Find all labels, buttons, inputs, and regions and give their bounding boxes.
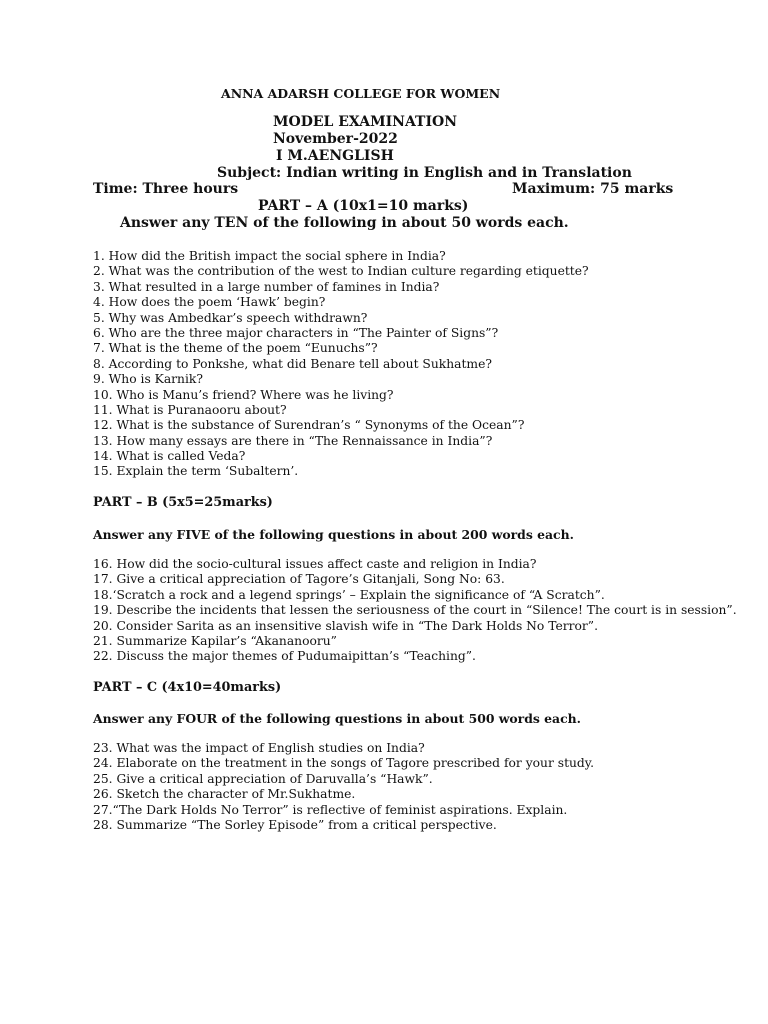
question-item: 25. Give a critical appreciation of Daruvalla’s “Hawk”. [93,771,433,786]
question-item: 5. Why was Ambedkar’s speech withdrawn? [93,310,368,325]
exam-title: MODEL EXAMINATION [273,114,458,130]
question-item: 26. Sketch the character of Mr.Sukhatme. [93,787,356,802]
part-b-heading: PART – B (5x5=25marks) [93,495,273,510]
part-c-question-list [93,741,594,833]
question-item: 4. How does the poem ‘Hawk’ begin? [93,295,326,310]
course-name: I M.AENGLISH [276,148,394,164]
part-b-question-list [93,557,737,665]
question-item: 11. What is Puranaooru about? [93,402,287,417]
question-item: 17. Give a critical appreciation of Tagore’s Gitanjali, Song No: 63. [93,572,505,587]
question-item: 1. How did the British impact the social sphere in India? [93,249,446,263]
part-c-instruction: Answer any FOUR of the following questions in about 500 words each. [93,711,581,726]
question-item: 12. What is the substance of Surendran’s “ Synonyms of the Ocean”? [93,418,525,433]
question-item: 24. Elaborate on the treatment in the songs of Tagore prescribed for your study. [93,756,595,771]
college-name: ANNA ADARSH COLLEGE FOR WOMEN [221,86,501,101]
question-item: 3. What resulted in a large number of famines in India? [93,279,440,294]
question-item: 10. Who is Manu’s friend? Where was he living? [93,387,394,402]
question-item: 20. Consider Sarita as an insensitive slavish wife in “The Dark Holds No Terror”. [93,618,599,633]
exam-month: November-2022 [273,131,398,147]
question-item: 16. How did the socio-cultural issues affect caste and religion in India? [93,557,537,571]
question-item: 19. Describe the incidents that lessen the seriousness of the court in “Silence! The court is in session”. [93,603,737,618]
maximum-marks: Maximum: 75 marks [512,181,674,197]
part-c-heading: PART – C (4x10=40marks) [93,680,282,695]
question-item: 15. Explain the term ‘Subaltern’. [93,464,299,479]
question-item: 28. Summarize “The Sorley Episode” from a critical perspective. [93,817,497,832]
question-item: 21. Summarize Kapilar’s “Akananooru” [93,633,337,648]
question-item: 6. Who are the three major characters in “The Painter of Signs”? [93,325,499,340]
question-item: 9. Who is Karnik? [93,372,203,387]
question-item: 7. What is the theme of the poem “Eunuchs”? [93,341,378,356]
question-item: 8. According to Ponkshe, what did Benare tell about Sukhatme? [93,356,492,371]
question-item: 14. What is called Veda? [93,449,246,464]
question-item: 13. How many essays are there in “The Rennaissance in India”? [93,433,493,448]
part-b-instruction: Answer any FIVE of the following questions in about 200 words each. [93,527,574,542]
question-item: 22. Discuss the major themes of Pudumaipittan’s “Teaching”. [93,649,476,664]
exam-duration: Time: Three hours [93,181,239,197]
question-item: 18.‘Scratch a rock and a legend springs’ – Explain the significance of “A Scratch”. [93,587,605,602]
part-a-instruction: Answer any TEN of the following in about 50 words each. [120,215,569,231]
part-a-heading: PART – A (10x1=10 marks) [258,198,469,214]
question-item: 27.“The Dark Holds No Terror” is reflective of feminist aspirations. Explain. [93,802,568,817]
subject-line: Subject: Indian writing in English and in Translation [217,165,632,181]
question-item: 2. What was the contribution of the west to Indian culture regarding etiquette? [93,264,589,279]
question-item: 23. What was the impact of English studies on India? [93,741,425,755]
part-a-question-list [93,249,589,480]
